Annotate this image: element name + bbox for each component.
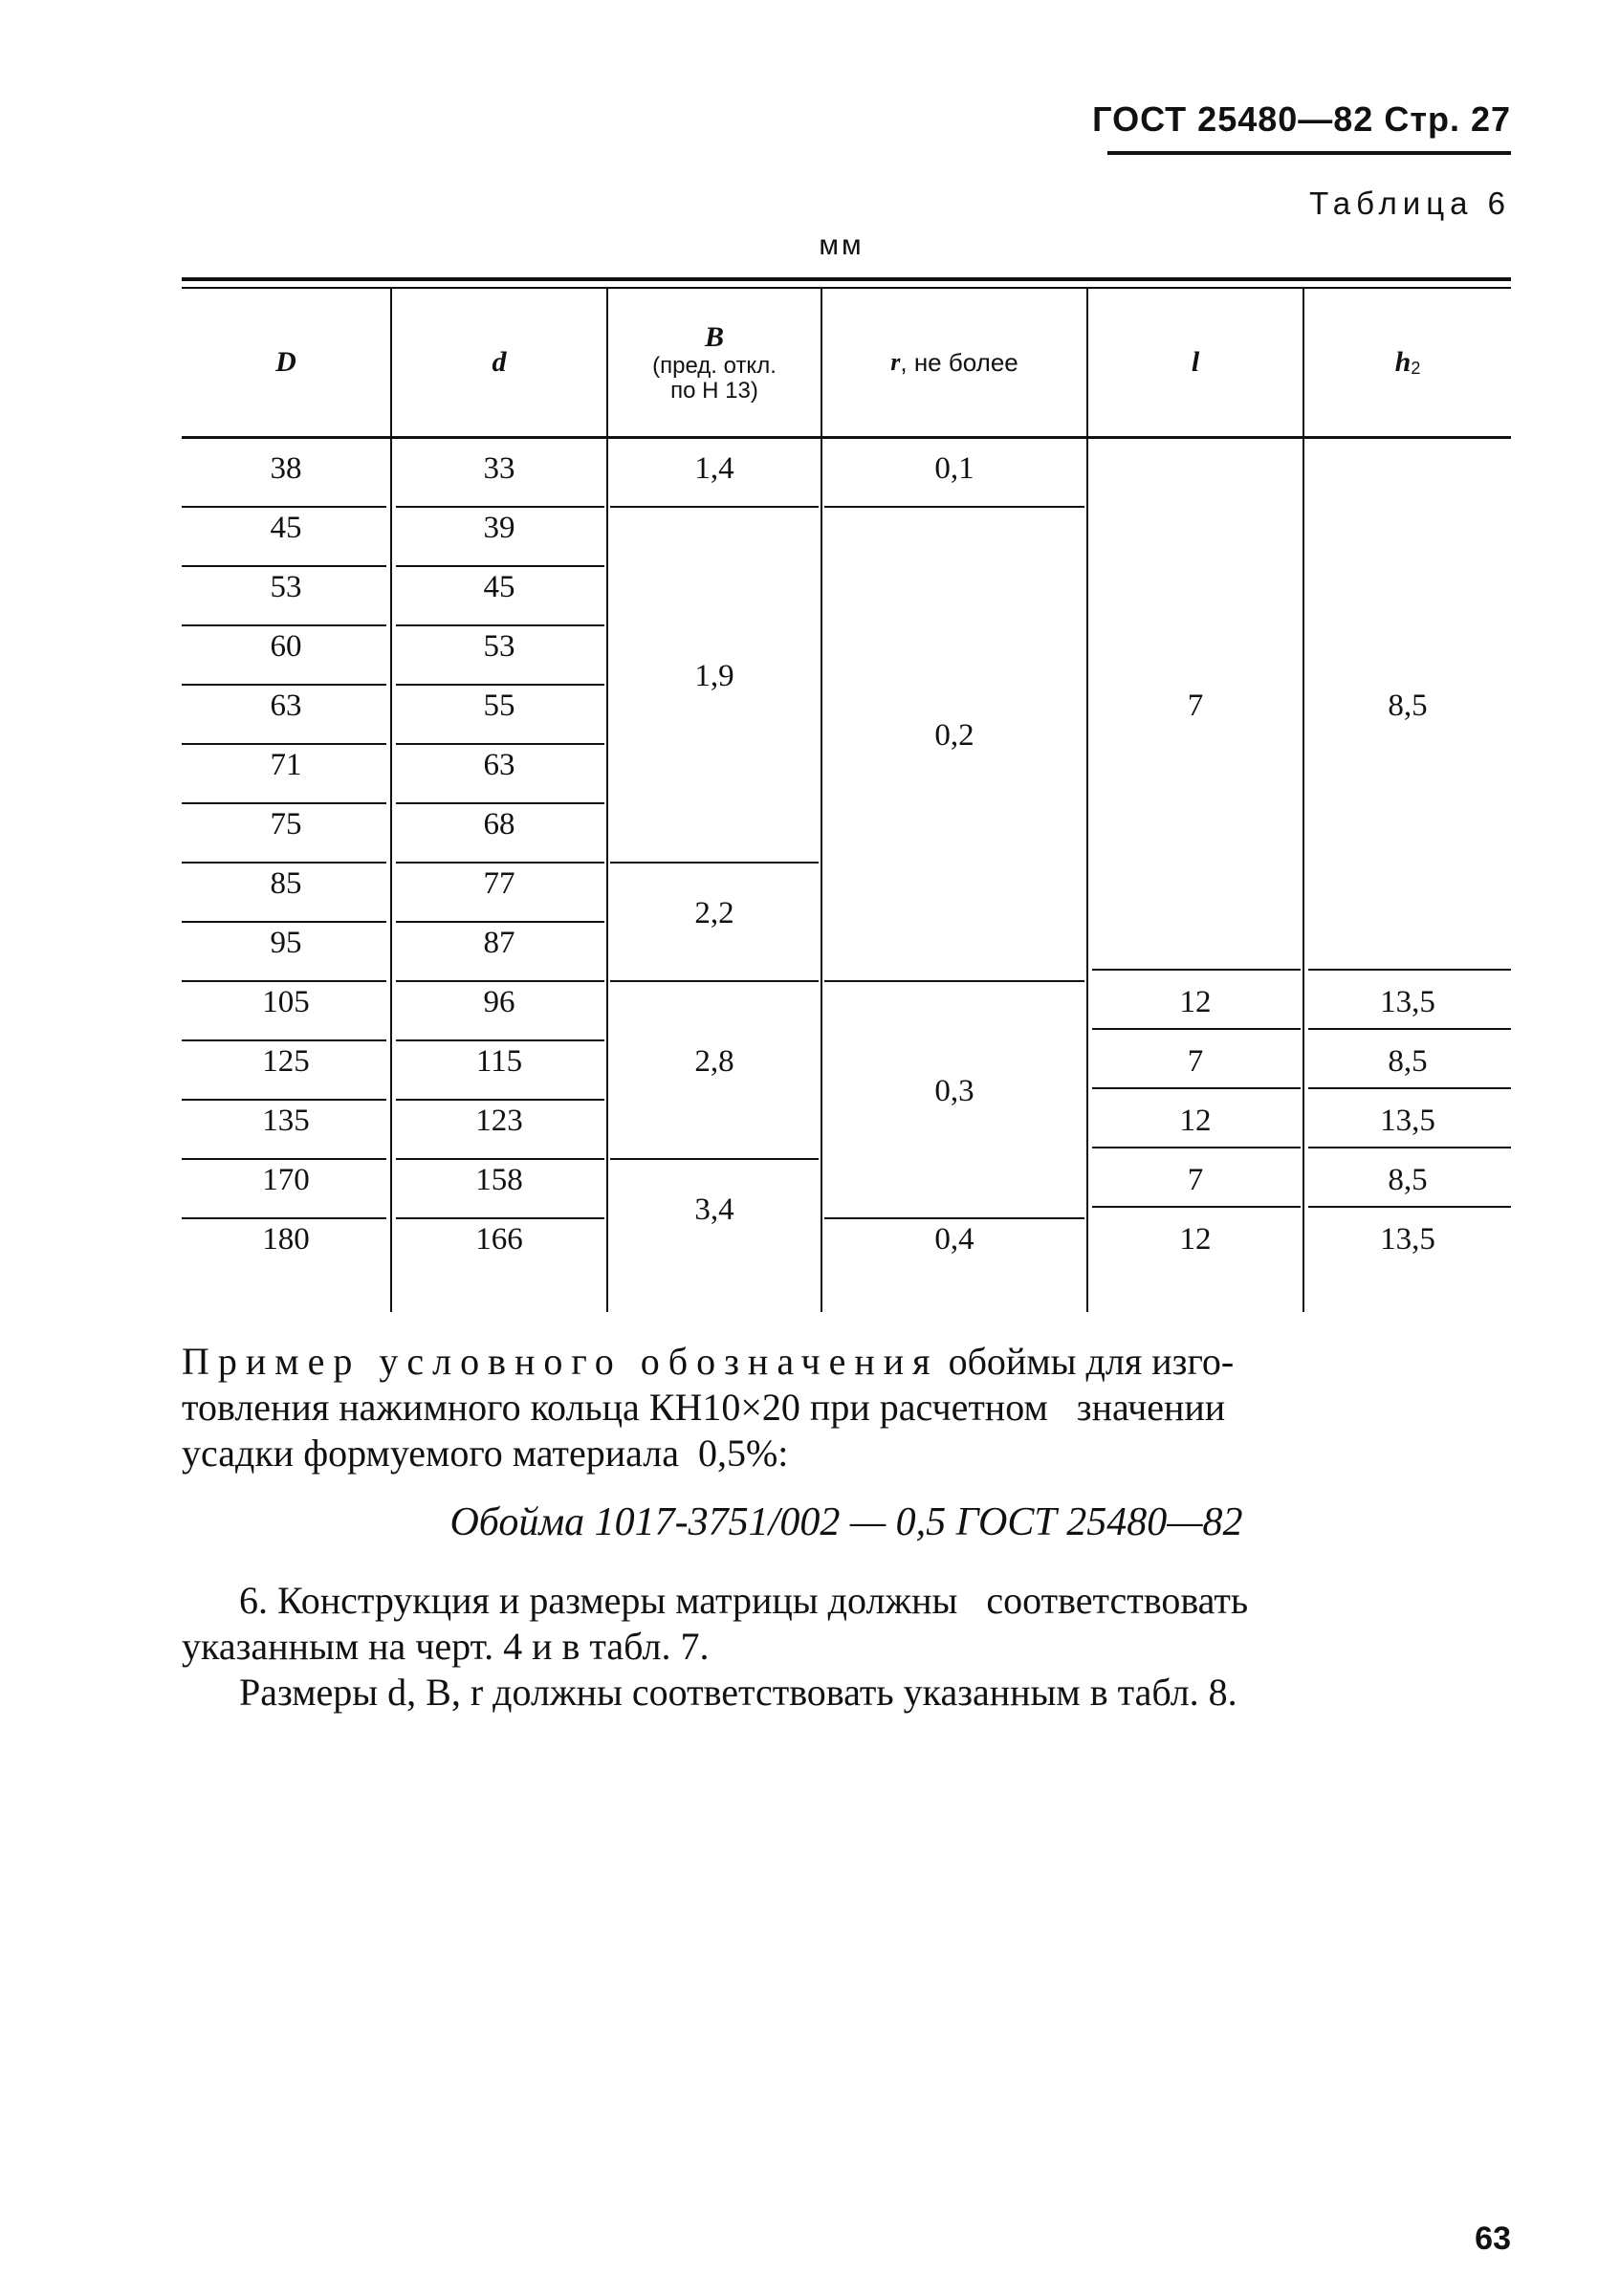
cell-D: 60 — [270, 628, 302, 664]
cell-D: 105 — [262, 984, 310, 1019]
designation-example: Обойма 1017-3751/002 — 0,5 ГОСТ 25480—82 — [449, 1500, 1243, 1544]
example-line-2: товления нажимного кольца КН10×20 при расчетном значении — [182, 1386, 1226, 1429]
rule-l — [1092, 1147, 1301, 1148]
cell-d: 166 — [475, 1221, 523, 1257]
col-header-D: D — [275, 346, 296, 378]
rule-l — [1092, 969, 1301, 971]
cell-D: 180 — [262, 1221, 310, 1257]
cell-D: 53 — [270, 569, 302, 604]
example-line-1: Пример условного обозначения обоймы для изго- — [182, 1340, 1235, 1383]
rule-h2 — [1308, 1147, 1511, 1148]
cell-d: 68 — [483, 806, 515, 842]
page-number: 63 — [1475, 2220, 1511, 2257]
cell-d: 96 — [483, 984, 515, 1019]
cell-D: 45 — [270, 510, 302, 545]
cell-h2: 13,5 — [1380, 984, 1435, 1019]
rule-h2 — [1308, 969, 1511, 971]
cell-d: 63 — [483, 747, 515, 782]
cell-D: 85 — [270, 865, 302, 901]
cell-h2: 13,5 — [1380, 1103, 1435, 1138]
cell-D: 135 — [262, 1103, 310, 1138]
cell-d: 87 — [483, 925, 515, 960]
cell-D: 95 — [270, 925, 302, 960]
cell-d: 53 — [483, 628, 515, 664]
cell-h2: 8,5 — [1388, 1162, 1428, 1197]
cell-l: 12 — [1179, 1103, 1212, 1138]
cell-l: 7 — [1187, 1043, 1204, 1079]
cell-d: 158 — [475, 1162, 523, 1197]
col-header-d: d — [492, 346, 507, 378]
cell-B: 1,4 — [694, 450, 734, 486]
col-header-B: B (пред. откл. по Н 13) — [652, 321, 777, 404]
page-header: ГОСТ 25480—82 Стр. 27 — [1092, 99, 1511, 139]
cell-h2: 8,5 — [1388, 688, 1428, 723]
rule-h2 — [1308, 1206, 1511, 1208]
rule-l — [1092, 1028, 1301, 1030]
cell-B: 2,8 — [694, 1043, 734, 1079]
cell-d: 55 — [483, 688, 515, 723]
cell-D: 125 — [262, 1043, 310, 1079]
table-caption: Таблица 6 — [1309, 186, 1511, 221]
cell-l: 7 — [1187, 1162, 1204, 1197]
cell-B: 1,9 — [694, 658, 734, 693]
cell-d: 33 — [483, 450, 515, 486]
clause-6-line-2: указанным на черт. 4 и в табл. 7. — [182, 1625, 710, 1668]
rule-l — [1092, 1087, 1301, 1089]
cell-l: 7 — [1187, 688, 1204, 723]
cell-B: 3,4 — [694, 1192, 734, 1227]
cell-h2: 13,5 — [1380, 1221, 1435, 1257]
col-header-l: l — [1191, 346, 1200, 378]
clause-6-line-3: Размеры d, B, r должны соответствовать указанным в табл. 8. — [239, 1671, 1237, 1714]
example-line-3: усадки формуемого материала 0,5%: — [182, 1432, 789, 1475]
cell-B: 2,2 — [694, 895, 734, 930]
cell-d: 115 — [475, 1043, 523, 1079]
cell-l: 12 — [1179, 984, 1212, 1019]
table-units: мм — [819, 230, 865, 261]
col-header-r: r , не более — [890, 347, 1018, 377]
cell-d: 39 — [483, 510, 515, 545]
dimensions-table — [182, 277, 1511, 1320]
cell-r: 0,2 — [934, 717, 974, 753]
cell-D: 75 — [270, 806, 302, 842]
col-header-h2: h 2 — [1394, 346, 1421, 378]
table-top-rule — [182, 277, 1511, 281]
rule-h2 — [1308, 1028, 1511, 1030]
cell-d: 45 — [483, 569, 515, 604]
header-rule — [1107, 151, 1511, 155]
clause-6-line-1: 6. Конструкция и размеры матрицы должны соответствовать — [239, 1579, 1249, 1622]
clause-6 — [182, 1578, 1511, 1716]
cell-r: 0,4 — [934, 1221, 974, 1257]
cell-r: 0,1 — [934, 450, 974, 486]
cell-D: 63 — [270, 688, 302, 723]
rule-l — [1092, 1206, 1301, 1208]
cell-d: 123 — [475, 1103, 523, 1138]
cell-h2: 8,5 — [1388, 1043, 1428, 1079]
cell-d: 77 — [483, 865, 515, 901]
cell-D: 38 — [270, 450, 302, 486]
rule-h2 — [1308, 1087, 1511, 1089]
cell-r: 0,3 — [934, 1073, 974, 1108]
cell-l: 12 — [1179, 1221, 1212, 1257]
cell-D: 170 — [262, 1162, 310, 1197]
example-paragraph — [182, 1339, 1511, 1476]
cell-D: 71 — [270, 747, 302, 782]
